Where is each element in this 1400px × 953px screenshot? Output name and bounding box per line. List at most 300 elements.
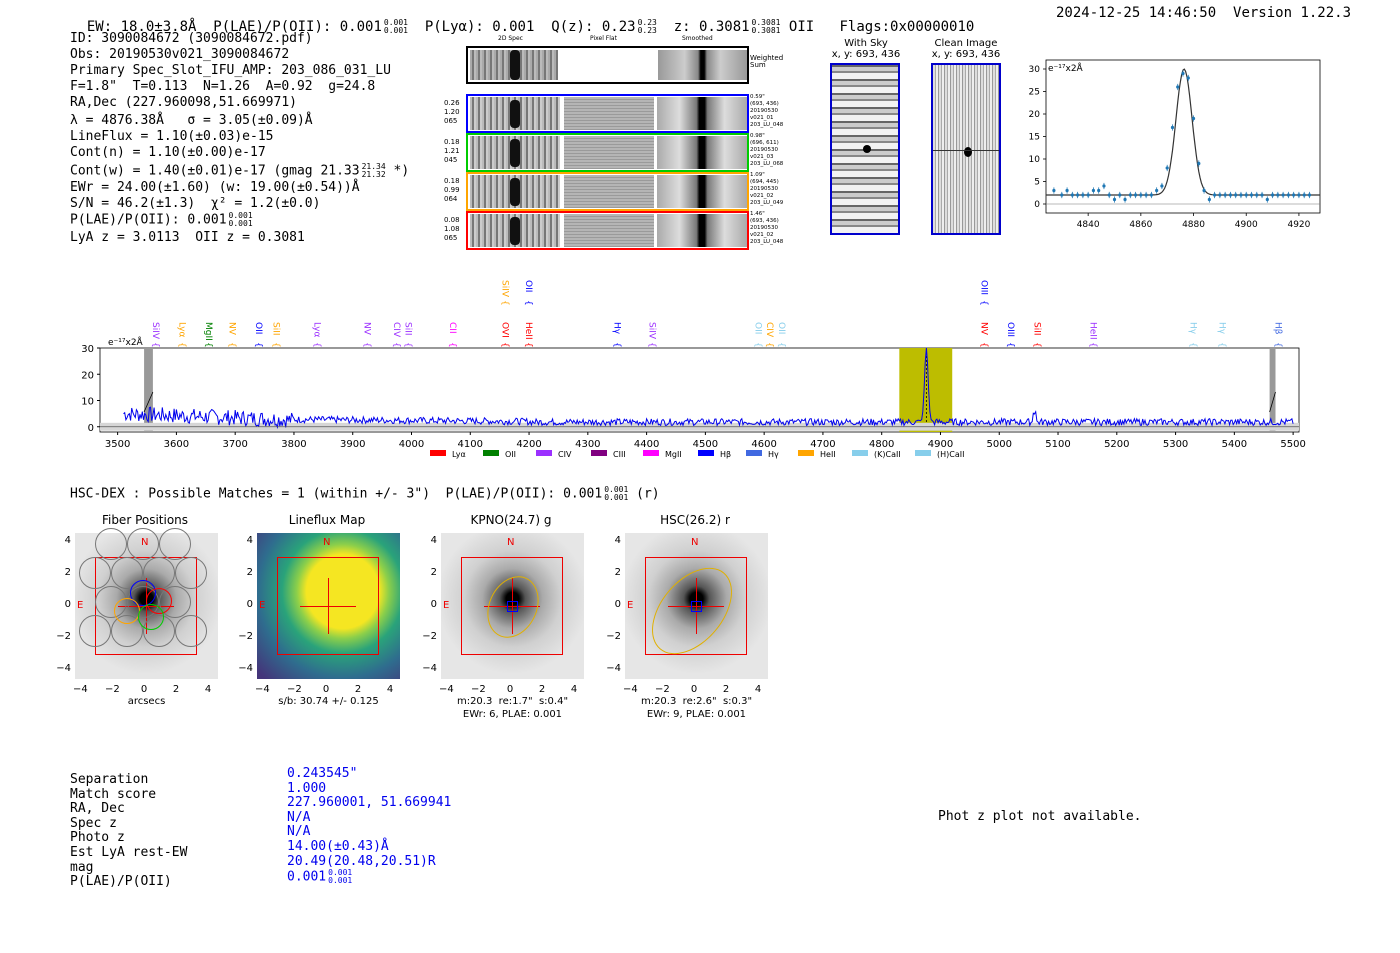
main-ytick-label: 20 xyxy=(81,370,94,382)
zoom-point xyxy=(1102,184,1105,187)
zoom-point xyxy=(1150,193,1153,196)
hsc-xtick-label: −2 xyxy=(655,684,670,695)
zoom-point xyxy=(1060,193,1063,196)
zoom-point xyxy=(1081,193,1084,196)
hsc-xtick-label: 2 xyxy=(354,684,362,695)
hsc-xtick-label: 0 xyxy=(140,684,148,695)
main-line-brace: { xyxy=(1187,342,1198,348)
weighted-sum-label: Weighted Sum xyxy=(750,54,784,69)
zoom-point xyxy=(1097,189,1100,192)
hsc-xtick-label: 4 xyxy=(386,684,394,695)
weighted-2d-emission xyxy=(510,50,520,80)
spec-row-smoothed-image xyxy=(657,136,747,169)
table-label: Photo z xyxy=(70,830,125,846)
zoom-point xyxy=(1118,193,1121,196)
main-xtick-label: 4100 xyxy=(457,439,484,450)
zoom-point xyxy=(1239,193,1242,196)
main-line-brace: { xyxy=(523,342,534,348)
zoom-xtick-label: 4880 xyxy=(1182,220,1205,230)
main-line-brace: { xyxy=(149,342,160,348)
east-label: E xyxy=(443,600,450,611)
hsc-ytick-label: 2 xyxy=(64,567,71,578)
main-line-brace: { xyxy=(1272,342,1283,348)
hsc-xtick-label: 2 xyxy=(722,684,730,695)
main-line-brace: { xyxy=(1005,342,1016,348)
hsc-xtick-label: 4 xyxy=(570,684,578,695)
spec-row-flat-image xyxy=(564,136,654,169)
zoom-point xyxy=(1229,193,1232,196)
main-line-label: OII xyxy=(752,322,763,335)
main-line-brace: { xyxy=(1031,342,1042,348)
hsc-xtick-label: 0 xyxy=(506,684,514,695)
north-label: N xyxy=(141,537,149,548)
legend-label: MgII xyxy=(665,450,682,459)
hsc-panel-sub1: arcsecs xyxy=(127,696,166,707)
legend-label: OII xyxy=(505,450,517,459)
spec-row-emission xyxy=(510,139,520,167)
zoom-point xyxy=(1192,117,1195,120)
main-line-label: SiII xyxy=(402,322,413,336)
table-value: N/A xyxy=(287,824,311,840)
fiber-circle-highlight xyxy=(138,604,164,630)
zoom-point xyxy=(1292,193,1295,196)
info-plae: P(LAE)/P(OII): 0.001 0.001 0.001 xyxy=(70,210,253,228)
main-upper-label: SiIV xyxy=(499,280,510,298)
table-label: Spec z xyxy=(70,815,117,831)
main-ytick-label: 10 xyxy=(81,396,94,408)
main-xtick-label: 4700 xyxy=(810,439,836,450)
zoom-ytick-label: 10 xyxy=(1028,155,1040,165)
crosshair-horizontal xyxy=(300,606,356,607)
east-label: E xyxy=(77,600,84,611)
zoom-point xyxy=(1155,189,1158,192)
main-xtick-label: 5200 xyxy=(1104,439,1130,450)
table-value: 0.001 0.001 0.001 xyxy=(287,868,353,886)
spec-row-right-label: 0.98" (696, 611) 20190530 v021_03 203_LU_068 xyxy=(750,133,784,167)
zoom-xtick-label: 4860 xyxy=(1129,220,1153,230)
main-line-brace: { xyxy=(361,342,372,348)
hsc-panel-sub1: s/b: 30.74 +/- 0.125 xyxy=(278,696,379,707)
main-xtick-label: 5300 xyxy=(1162,439,1189,450)
main-line-brace: { xyxy=(402,342,413,348)
zoom-point xyxy=(1134,193,1137,196)
fiber-circle xyxy=(79,557,111,589)
info-ewr: EWr = 24.00(±1.60) (w: 19.00(±0.54))Å xyxy=(70,179,360,195)
spec2d-panel xyxy=(444,34,796,254)
main-line-brace: { xyxy=(311,342,322,348)
spec-row-emission xyxy=(510,100,520,128)
legend-swatch xyxy=(430,450,446,456)
main-line-brace: { xyxy=(176,342,187,348)
zoom-point xyxy=(1160,184,1163,187)
main-line-label: CII xyxy=(446,322,457,334)
hsc-panel-sub2: EWr: 6, PLAE: 0.001 xyxy=(462,709,563,720)
spec-row-left-label: 0.18 1.21 045 xyxy=(444,138,460,164)
zoom-chart-unit: e⁻¹⁷x2Å xyxy=(1048,64,1083,74)
hsc-panel-sub2: EWr: 9, PLAE: 0.001 xyxy=(646,709,747,720)
spec-row-smoothed-image xyxy=(657,97,747,130)
header-ew: EW: 18.0±3.8Å P(LAE)/P(OII): 0.001 0.001 0.001 P(Lyα): 0.001 Q(z): 0.23 0.23 0.23 z: 0.3081 0.3081 0.3081 OII Flags:0x00000010 xyxy=(86,18,975,35)
header-timestamp: 2024-12-25 14:46:50 Version 1.22.3 xyxy=(1056,5,1352,21)
main-line-label: SiII xyxy=(270,322,281,336)
spec-row-left-label: 0.18 0.99 064 xyxy=(444,177,460,203)
spec-row-right-label: 1.09" (694, 445) 20190530 v021_02 203_LU_049 xyxy=(750,172,784,206)
zoom-ytick-label: 15 xyxy=(1028,132,1040,143)
table-value: 14.00(±0.43)Å xyxy=(287,838,389,854)
spec-row-3 xyxy=(466,172,749,211)
with-sky-source xyxy=(863,145,871,153)
hsc-xtick-label: 0 xyxy=(690,684,698,695)
hsc-ytick-label: −4 xyxy=(56,663,71,674)
main-xtick-label: 4800 xyxy=(868,439,895,450)
hsc-xtick-label: −4 xyxy=(255,684,270,695)
main-xtick-label: 5500 xyxy=(1280,439,1306,450)
hsc-ytick-label: 2 xyxy=(614,567,621,578)
main-line-label: CIV xyxy=(764,322,775,338)
main-line-label: OII xyxy=(775,322,786,335)
zoom-point xyxy=(1271,193,1274,196)
zoom-point xyxy=(1224,193,1227,196)
weighted-smoothed-image xyxy=(658,50,747,80)
table-value: 0.243545" xyxy=(287,766,358,781)
info-id: ID: 3090084672 (3090084672.pdf) xyxy=(70,31,313,46)
main-line-label: NV xyxy=(226,322,237,335)
spec-row-4 xyxy=(466,211,749,250)
match-table-labels xyxy=(70,773,187,890)
hsc-panel-title: KPNO(24.7) g xyxy=(470,513,552,527)
zoom-xtick-label: 4840 xyxy=(1076,220,1100,230)
hsc-ytick-label: −4 xyxy=(606,663,621,674)
legend-swatch xyxy=(698,450,714,456)
hsc-xtick-label: 4 xyxy=(204,684,212,695)
info-contn: Cont(n) = 1.10(±0.00)e-17 xyxy=(70,145,266,160)
main-line-label: HeII xyxy=(523,322,534,340)
zoom-ytick-label: 5 xyxy=(1034,177,1040,188)
main-line-label: OIII xyxy=(1005,322,1016,338)
main-line-label: Hγ xyxy=(1216,322,1227,335)
hsc-ytick-label: 0 xyxy=(614,599,621,610)
legend-label: (K)CaII xyxy=(874,450,901,459)
hsc-panel-image xyxy=(257,533,400,679)
hsc-xtick-label: −4 xyxy=(439,684,454,695)
legend-swatch xyxy=(536,450,552,456)
main-xtick-label: 3500 xyxy=(104,439,131,450)
hsc-ytick-label: −4 xyxy=(238,663,253,674)
zoom-point xyxy=(1255,193,1258,196)
main-line-label: MgII xyxy=(202,322,213,341)
main-line-brace: { xyxy=(1216,342,1227,348)
main-line-label: NV xyxy=(361,322,372,335)
table-value: N/A xyxy=(287,809,311,825)
east-label: E xyxy=(627,600,634,611)
main-line-brace: { xyxy=(764,342,775,348)
col-smoothed: Smoothed xyxy=(682,35,713,42)
zoom-point xyxy=(1218,193,1221,196)
hsc-xtick-label: −2 xyxy=(105,684,120,695)
hsc-panel-sub1: m:20.3 re:2.6" s:0.3" xyxy=(640,696,753,707)
hsc-ytick-label: 2 xyxy=(430,567,437,578)
hsc-xtick-label: −4 xyxy=(623,684,638,695)
main-line-label: Hγ xyxy=(1187,322,1198,335)
spec-row-right-label: 1.46" (693, 436) 20190530 v021_02 203_LU_048 xyxy=(750,211,784,245)
fiber-marker-box xyxy=(507,601,518,612)
zoom-ytick-label: 20 xyxy=(1028,110,1040,120)
zoom-point xyxy=(1276,193,1279,196)
main-line-label: NV xyxy=(978,322,989,335)
zoom-point xyxy=(1202,189,1205,192)
zoom-point xyxy=(1282,193,1285,196)
main-line-brace: { xyxy=(752,342,763,348)
zoom-point xyxy=(1123,198,1126,201)
fiber-circle xyxy=(175,615,207,647)
main-xtick-label: 3800 xyxy=(281,439,307,450)
main-line-brace: { xyxy=(270,342,281,348)
main-line-label: SiIV xyxy=(149,322,160,340)
spec-row-2 xyxy=(466,133,749,172)
main-xtick-label: 4300 xyxy=(575,439,601,450)
zoom-point xyxy=(1065,189,1068,192)
spec-row-smoothed-image xyxy=(657,175,747,208)
zoom-ytick-label: 30 xyxy=(1028,65,1040,75)
hsc-panel-image xyxy=(441,533,584,679)
table-value: 20.49(20.48,20.51)R xyxy=(287,853,436,869)
main-xtick-label: 4900 xyxy=(927,439,954,450)
hsc-ytick-label: −2 xyxy=(422,631,437,642)
hsc-panel-sub1: m:20.3 re:1.7" s:0.4" xyxy=(456,696,569,707)
main-line-label: OVI xyxy=(499,322,510,338)
fiber-circle xyxy=(127,528,159,560)
main-line-label: SiIV xyxy=(646,322,657,340)
main-line-label: Hγ xyxy=(611,322,622,335)
main-line-brace: { xyxy=(202,342,213,348)
table-value: 1.000 xyxy=(287,780,327,796)
main-line-brace: { xyxy=(390,342,401,348)
info-obs: Obs: 20190530v021_3090084672 xyxy=(70,47,290,62)
weighted-sum-row xyxy=(466,46,749,84)
hsc-panel-image xyxy=(625,533,768,679)
legend-label: (H)CaII xyxy=(937,450,965,459)
main-xtick-label: 5000 xyxy=(986,439,1012,450)
hsc-ytick-label: 4 xyxy=(246,535,253,546)
main-line-brace: { xyxy=(499,342,510,348)
col-2d-spec: 2D Spec xyxy=(498,35,523,42)
main-xtick-label: 4000 xyxy=(398,439,425,450)
main-upper-brace: { xyxy=(499,300,510,306)
main-line-brace: { xyxy=(646,342,657,348)
zoom-point xyxy=(1213,193,1216,196)
fiber-marker-box xyxy=(691,601,702,612)
zoom-point xyxy=(1129,193,1132,196)
legend-swatch xyxy=(483,450,499,456)
zoom-point xyxy=(1145,193,1148,196)
hsc-ytick-label: −2 xyxy=(238,631,253,642)
zoom-point xyxy=(1234,193,1237,196)
table-label: RA, Dec xyxy=(70,801,125,817)
main-line-label: Lyα xyxy=(311,322,322,338)
zoom-point xyxy=(1071,193,1074,196)
fiber-circle xyxy=(175,557,207,589)
legend-swatch xyxy=(591,450,607,456)
legend-label: CIII xyxy=(613,450,626,459)
hsc-ytick-label: −2 xyxy=(606,631,621,642)
fiber-circle-highlight xyxy=(114,598,140,624)
main-line-label: CIV xyxy=(390,322,401,338)
clean-image-title: Clean Image x, y: 693, 436 xyxy=(931,38,1001,60)
hsc-ytick-label: 4 xyxy=(430,535,437,546)
zoom-point xyxy=(1092,189,1095,192)
hsc-panel-title: Fiber Positions xyxy=(101,513,189,527)
zoom-point xyxy=(1052,189,1055,192)
main-line-brace: { xyxy=(1087,342,1098,348)
zoom-point xyxy=(1308,193,1311,196)
zoom-xtick-label: 4900 xyxy=(1234,220,1258,230)
hsc-xtick-label: −2 xyxy=(471,684,486,695)
info-sn: S/N = 46.2(±1.3) χ² = 1.2(±0.0) xyxy=(70,195,321,211)
main-xtick-label: 4500 xyxy=(692,439,719,450)
zoom-point xyxy=(1113,198,1116,201)
legend-label: CIV xyxy=(558,450,572,459)
legend-swatch xyxy=(746,450,762,456)
zoom-point xyxy=(1260,193,1263,196)
main-xtick-label: 4200 xyxy=(516,439,542,450)
info-lya: LyA z = 3.0113 OII z = 0.3081 xyxy=(70,230,305,245)
table-label: Match score xyxy=(70,786,157,802)
match-table-values xyxy=(287,767,451,885)
main-line-brace: { xyxy=(775,342,786,348)
main-line-label: OII xyxy=(252,322,263,335)
main-line-label: HeII xyxy=(1087,322,1098,340)
hsc-ytick-label: 4 xyxy=(614,535,621,546)
photz-note: Phot z plot not available. xyxy=(938,809,1142,824)
legend-label: Lyα xyxy=(452,450,466,459)
with-sky-image xyxy=(830,63,900,235)
clean-image xyxy=(931,63,1001,235)
legend-label: Hγ xyxy=(768,450,779,459)
zoom-point xyxy=(1166,166,1169,169)
hsc-ytick-label: 0 xyxy=(64,599,71,610)
zoom-ytick-label: 25 xyxy=(1028,87,1040,98)
spec-row-left-label: 0.26 1.20 065 xyxy=(444,99,460,125)
main-line-brace: { xyxy=(252,342,263,348)
clean-image-row xyxy=(933,150,999,151)
zoom-point xyxy=(1076,193,1079,196)
zoom-point xyxy=(1208,198,1211,201)
main-upper-brace: { xyxy=(523,300,534,306)
legend-swatch xyxy=(798,450,814,456)
hsc-title: HSC-DEX : Possible Matches = 1 (within +/- 3") P(LAE)/P(OII): 0.001 0.001 0.001 (r) xyxy=(70,485,660,502)
hsc-ytick-label: 0 xyxy=(430,599,437,610)
hsc-ytick-label: −2 xyxy=(56,631,71,642)
spec-row-left-label: 0.08 1.08 065 xyxy=(444,216,460,242)
main-ytick-label: 0 xyxy=(87,422,94,434)
spec-row-flat-image xyxy=(564,214,654,247)
hsc-xtick-label: −2 xyxy=(287,684,302,695)
zoom-xtick-label: 4920 xyxy=(1287,220,1311,230)
table-label: P(LAE)/P(OII) xyxy=(70,874,172,890)
hsc-ytick-label: −4 xyxy=(422,663,437,674)
hsc-panel-image xyxy=(75,533,218,679)
with-sky-title: With Sky x, y: 693, 436 xyxy=(831,38,901,60)
legend-swatch xyxy=(643,450,659,456)
spec-row-flat-image xyxy=(564,175,654,208)
zoom-chart-frame xyxy=(1046,60,1320,213)
main-xtick-label: 3900 xyxy=(340,439,366,450)
zoom-point xyxy=(1245,193,1248,196)
zoom-point xyxy=(1297,193,1300,196)
col-pixel-flat: Pixel Flat xyxy=(590,35,617,42)
main-xtick-label: 4400 xyxy=(633,439,660,450)
zoom-ytick-label: 0 xyxy=(1034,200,1040,210)
main-line-brace: { xyxy=(446,342,457,348)
main-xtick-label: 5100 xyxy=(1045,439,1071,450)
hsc-xtick-label: 2 xyxy=(172,684,180,695)
hsc-ytick-label: 0 xyxy=(246,599,253,610)
spec-row-emission xyxy=(510,217,520,245)
zoom-point xyxy=(1303,193,1306,196)
legend-swatch xyxy=(915,450,931,456)
zoom-point xyxy=(1266,198,1269,201)
main-xtick-label: 3600 xyxy=(163,439,190,450)
table-label: Separation xyxy=(70,772,149,787)
spec-row-1 xyxy=(466,94,749,133)
hsc-xtick-label: 4 xyxy=(754,684,762,695)
hsc-xtick-label: 0 xyxy=(322,684,330,695)
spec-row-right-label: 0.59" (693, 436) 20190530 v021_01 203_LU_048 xyxy=(750,94,784,128)
hsc-xtick-label: 2 xyxy=(538,684,546,695)
hsc-panel-title: Lineflux Map xyxy=(288,513,366,527)
spec-row-flat-image xyxy=(564,97,654,130)
info-contw: Cont(w) = 1.40(±0.01)e-17 (gmag 21.33 21.34 21.32 *) xyxy=(70,162,410,179)
zoom-point xyxy=(1287,193,1290,196)
zoom-point xyxy=(1197,162,1200,165)
north-label: N xyxy=(507,537,515,548)
zoom-point xyxy=(1108,193,1111,196)
fiber-circle xyxy=(79,615,111,647)
main-ytick-label: 30 xyxy=(81,344,94,355)
main-line-label: SiII xyxy=(1031,322,1042,336)
main-line-brace: { xyxy=(978,342,989,348)
info-fline: F=1.8" T=0.113 N=1.26 A=0.92 g=24.8 xyxy=(70,79,376,94)
legend-label: Hβ xyxy=(720,450,732,459)
table-label: Est LyA rest-EW xyxy=(70,844,188,860)
zoom-point xyxy=(1087,193,1090,196)
zoom-point xyxy=(1181,72,1184,75)
info-block xyxy=(70,31,409,246)
main-line-brace: { xyxy=(611,342,622,348)
hsc-ytick-label: 4 xyxy=(64,535,71,546)
east-label: E xyxy=(259,600,266,611)
main-xtick-label: 3700 xyxy=(222,439,248,450)
hsc-ytick-label: 2 xyxy=(246,567,253,578)
main-upper-label: OIII xyxy=(978,280,989,296)
zoom-point xyxy=(1250,193,1253,196)
north-label: N xyxy=(323,537,331,548)
info-lineflux: LineFlux = 1.10(±0.03)e-15 xyxy=(70,129,274,144)
main-xtick-label: 5400 xyxy=(1221,439,1248,450)
table-label: mag xyxy=(70,859,94,875)
main-line-label: Hβ xyxy=(1272,322,1283,335)
zoom-chart xyxy=(1020,55,1340,235)
zoom-point xyxy=(1139,193,1142,196)
info-primary: Primary Spec_Slot_IFU_AMP: 203_086_031_LU xyxy=(70,63,391,78)
legend-swatch xyxy=(852,450,868,456)
main-line-brace: { xyxy=(226,342,237,348)
main-upper-brace: { xyxy=(978,300,989,306)
spec-row-emission xyxy=(510,178,520,206)
hsc-xtick-label: −4 xyxy=(73,684,88,695)
table-value: 227.960001, 51.669941 xyxy=(287,795,452,811)
fiber-circle xyxy=(159,528,191,560)
